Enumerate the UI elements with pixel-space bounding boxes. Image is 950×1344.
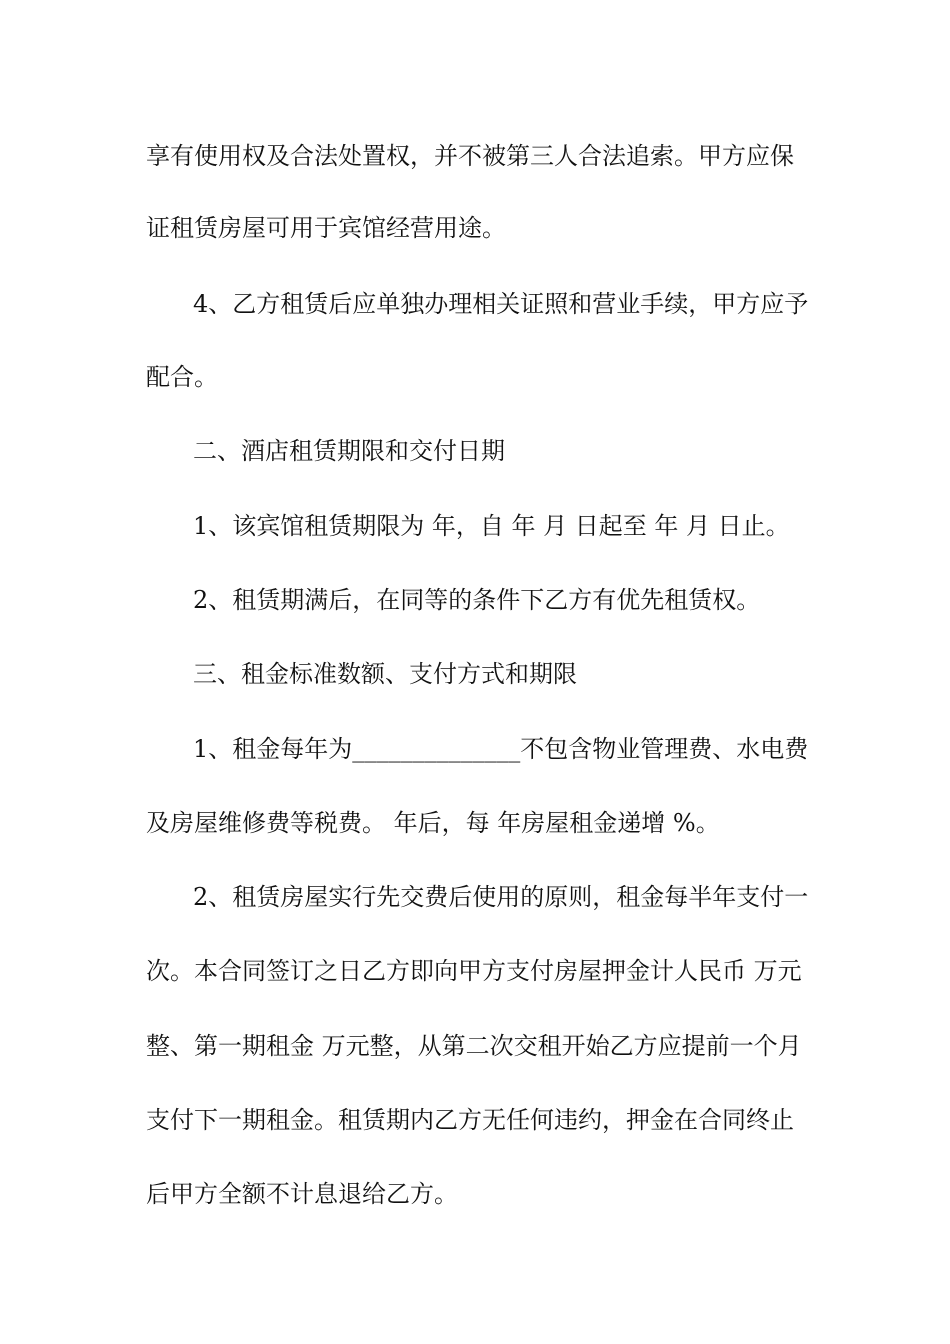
section-heading: 三、租金标准数额、支付方式和期限 xyxy=(193,660,577,688)
paragraph-line: 1、该宾馆租赁期限为 年，自 年 月 日起至 年 月 日止。 xyxy=(193,512,790,540)
paragraph-line: 2、租赁期满后，在同等的条件下乙方有优先租赁权。 xyxy=(193,586,761,614)
section-heading: 二、酒店租赁期限和交付日期 xyxy=(193,437,505,465)
paragraph-line: 支付下一期租金。租赁期内乙方无任何违约，押金在合同终止 xyxy=(146,1106,794,1134)
paragraph-line: 证租赁房屋可用于宾馆经营用途。 xyxy=(146,214,506,242)
paragraph-line: 享有使用权及合法处置权，并不被第三人合法追索。甲方应保 xyxy=(146,142,794,170)
paragraph-line: 及房屋维修费等税费。 年后，每 年房屋租金递增 %。 xyxy=(146,809,720,837)
paragraph-line: 整、第一期租金 万元整，从第二次交租开始乙方应提前一个月 xyxy=(146,1032,802,1060)
paragraph-line: 后甲方全额不计息退给乙方。 xyxy=(146,1180,458,1208)
paragraph-line: 4、乙方租赁后应单独办理相关证照和营业手续，甲方应予 xyxy=(193,290,809,318)
paragraph-line: 1、租金每年为______________不包含物业管理费、水电费 xyxy=(193,735,809,763)
paragraph-line: 配合。 xyxy=(146,363,218,391)
paragraph-line: 2、租赁房屋实行先交费后使用的原则，租金每半年支付一 xyxy=(193,883,809,911)
paragraph-line: 次。本合同签订之日乙方即向甲方支付房屋押金计人民币 万元 xyxy=(146,957,802,985)
